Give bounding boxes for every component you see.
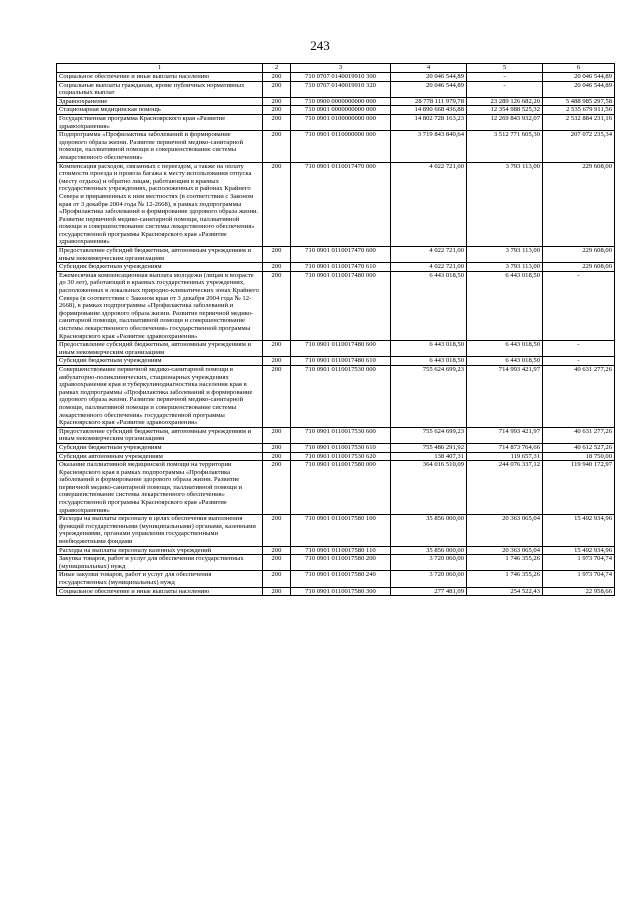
row-admin-code-cell: 200 (263, 555, 291, 571)
row-amount-executed-cell: 3 512 771 605,30 (467, 131, 543, 162)
row-name-cell: Субсидии бюджетным учреждениям (57, 443, 263, 452)
table-row (57, 263, 615, 272)
row-classification-code-cell: 710 0900 0000000000 000 (291, 97, 391, 106)
row-amount-total-cell: 6 443 018,50 (391, 271, 467, 340)
table-row (57, 247, 615, 263)
table-row (57, 571, 615, 587)
row-classification-code-cell: 710 0901 0110017530 000 (291, 365, 391, 427)
row-amount-remaining-cell: 40 631 277,26 (543, 427, 615, 443)
table-row (57, 106, 615, 115)
row-amount-executed-cell: 12 269 843 932,07 (467, 114, 543, 130)
row-admin-code-cell: 200 (263, 81, 291, 97)
row-amount-total-cell: 14 802 728 163,23 (391, 114, 467, 130)
row-amount-remaining-cell: 20 046 544,89 (543, 81, 615, 97)
row-classification-code-cell: 710 0901 0110017530 620 (291, 452, 391, 461)
row-amount-remaining-cell: 119 940 172,97 (543, 461, 615, 515)
table-row (57, 587, 615, 596)
row-amount-remaining-cell: 40 631 277,26 (543, 365, 615, 427)
row-name-cell: Стационарная медицинская помощь (57, 106, 263, 115)
table-row (57, 81, 615, 97)
row-amount-remaining-cell: 229 608,00 (543, 263, 615, 272)
row-admin-code-cell: 200 (263, 587, 291, 596)
table-row (57, 357, 615, 366)
row-admin-code-cell: 200 (263, 247, 291, 263)
row-admin-code-cell: 200 (263, 114, 291, 130)
row-amount-executed-cell: 244 076 337,12 (467, 461, 543, 515)
row-admin-code-cell: 200 (263, 263, 291, 272)
row-amount-total-cell: 3 720 060,00 (391, 555, 467, 571)
row-amount-total-cell: 364 016 510,09 (391, 461, 467, 515)
row-name-cell: Иные закупки товаров, работ и услуг для обеспечения государственных (муниципальных) нужд (57, 571, 263, 587)
table-row (57, 162, 615, 247)
row-amount-remaining-cell: - (543, 357, 615, 366)
row-amount-total-cell: 35 856 000,00 (391, 546, 467, 555)
row-amount-executed-cell: 3 793 113,00 (467, 162, 543, 247)
row-classification-code-cell: 710 0901 0110017470 600 (291, 247, 391, 263)
table-row (57, 427, 615, 443)
row-amount-total-cell: 4 022 721,00 (391, 263, 467, 272)
row-admin-code-cell: 200 (263, 427, 291, 443)
table-row (57, 114, 615, 130)
row-admin-code-cell: 200 (263, 365, 291, 427)
column-header: 4 (391, 64, 467, 73)
row-classification-code-cell: 710 0901 0110017530 600 (291, 427, 391, 443)
row-admin-code-cell: 200 (263, 271, 291, 340)
row-admin-code-cell: 200 (263, 97, 291, 106)
row-amount-remaining-cell: 1 973 704,74 (543, 555, 615, 571)
table-row (57, 341, 615, 357)
row-name-cell: Подпрограмма «Профилактика заболеваний и формирование здорового образа жизни. Развитие первичной медико-санитарной помощи, паллиативной помощи и совершенствование системы лекарственного обеспечения» (57, 131, 263, 162)
row-amount-total-cell: 3 719 843 840,64 (391, 131, 467, 162)
row-name-cell: Предоставление субсидий бюджетным, автономным учреждениям и иным некоммерческим организациям (57, 427, 263, 443)
row-name-cell: Расходы на выплаты персоналу в целях обеспечения выполнения функций государственными (муниципальными) органами, казенными учреждениями, органами управления государственными внебюджетными фондами (57, 515, 263, 546)
row-classification-code-cell: 710 0901 0110017530 610 (291, 443, 391, 452)
row-amount-executed-cell: 20 363 065,04 (467, 515, 543, 546)
row-amount-remaining-cell: 5 488 985 297,58 (543, 97, 615, 106)
row-amount-executed-cell: 12 354 988 525,32 (467, 106, 543, 115)
row-amount-remaining-cell: 229 608,00 (543, 247, 615, 263)
row-amount-total-cell: 277 481,09 (391, 587, 467, 596)
row-amount-total-cell: 4 022 721,00 (391, 247, 467, 263)
row-amount-total-cell: 755 624 699,23 (391, 427, 467, 443)
row-classification-code-cell: 710 0901 0110017580 110 (291, 546, 391, 555)
row-amount-executed-cell: 254 522,43 (467, 587, 543, 596)
row-admin-code-cell: 200 (263, 357, 291, 366)
row-admin-code-cell: 200 (263, 443, 291, 452)
row-amount-executed-cell: 23 289 126 682,20 (467, 97, 543, 106)
row-amount-total-cell: 138 407,31 (391, 452, 467, 461)
row-amount-remaining-cell: 207 072 235,34 (543, 131, 615, 162)
table-row (57, 365, 615, 427)
row-amount-executed-cell: 714 993 421,97 (467, 365, 543, 427)
row-amount-executed-cell: 1 746 355,26 (467, 571, 543, 587)
table-header-row (57, 64, 615, 73)
row-classification-code-cell: 710 0901 0110017480 600 (291, 341, 391, 357)
row-amount-total-cell: 4 022 721,00 (391, 162, 467, 247)
row-admin-code-cell: 200 (263, 106, 291, 115)
row-amount-total-cell: 20 046 544,89 (391, 81, 467, 97)
table-row (57, 73, 615, 82)
table-row (57, 97, 615, 106)
row-amount-executed-cell: 3 793 113,00 (467, 263, 543, 272)
row-amount-total-cell: 755 486 291,92 (391, 443, 467, 452)
table-body (57, 73, 615, 596)
row-name-cell: Компенсация расходов, связанных с переездом, а также на оплату стоимости проезда и провоза багажа к месту использования отпуска (месту отдыха) и обратно лицам, работающим в краевых государственных учреждениях, расположенных в районах Крайнего Севера и приравненных к ним местностях (в соответствии с Законом края от 3 декабря 2004 года № 12-2668), в рамках подпрограммы «Профилактика заболеваний и формирование здорового образа жизни. Развитие первичной медико-санитарной помощи, паллиативной помощи и совершенствование системы лекарственного обеспечения» государственной программы Красноярского края «Развитие здравоохранения» (57, 162, 263, 247)
row-classification-code-cell: 710 0901 0000000000 000 (291, 106, 391, 115)
row-admin-code-cell: 200 (263, 73, 291, 82)
page-number: 243 (310, 38, 330, 53)
table-row (57, 461, 615, 515)
row-amount-total-cell: 20 046 544,89 (391, 73, 467, 82)
row-classification-code-cell: 710 0901 0110017480 610 (291, 357, 391, 366)
row-admin-code-cell: 200 (263, 341, 291, 357)
row-amount-remaining-cell: 15 492 934,96 (543, 546, 615, 555)
row-name-cell: Субсидии бюджетным учреждениям (57, 263, 263, 272)
row-amount-remaining-cell: 2 532 884 231,16 (543, 114, 615, 130)
row-amount-remaining-cell: - (543, 341, 615, 357)
table-row (57, 131, 615, 162)
row-classification-code-cell: 710 0707 0140019910 320 (291, 81, 391, 97)
row-amount-remaining-cell: 18 750,00 (543, 452, 615, 461)
row-amount-remaining-cell: - (543, 271, 615, 340)
row-name-cell: Государственная программа Красноярского края «Развитие здравоохранения» (57, 114, 263, 130)
row-admin-code-cell: 200 (263, 452, 291, 461)
row-amount-total-cell: 14 890 668 436,88 (391, 106, 467, 115)
row-classification-code-cell: 710 0901 0110017580 000 (291, 461, 391, 515)
row-amount-executed-cell: 20 363 065,04 (467, 546, 543, 555)
table-row (57, 271, 615, 340)
row-name-cell: Расходы на выплаты персоналу казенных учреждений (57, 546, 263, 555)
table-row (57, 515, 615, 546)
row-amount-executed-cell: 3 793 113,00 (467, 247, 543, 263)
row-amount-executed-cell: 6 443 018,50 (467, 271, 543, 340)
row-classification-code-cell: 710 0901 0110017580 200 (291, 555, 391, 571)
row-amount-executed-cell: 6 443 018,50 (467, 357, 543, 366)
row-amount-total-cell: 6 443 018,50 (391, 357, 467, 366)
row-name-cell: Социальное обеспечение и иные выплаты населению (57, 73, 263, 82)
row-admin-code-cell: 200 (263, 546, 291, 555)
row-amount-remaining-cell: 229 608,00 (543, 162, 615, 247)
row-classification-code-cell: 710 0901 0100000000 000 (291, 114, 391, 130)
table-row (57, 546, 615, 555)
row-amount-remaining-cell: 22 958,66 (543, 587, 615, 596)
table-row (57, 555, 615, 571)
row-amount-total-cell: 28 778 111 979,78 (391, 97, 467, 106)
row-classification-code-cell: 710 0707 0140019910 300 (291, 73, 391, 82)
row-amount-remaining-cell: 40 612 527,26 (543, 443, 615, 452)
row-amount-executed-cell: 714 873 764,66 (467, 443, 543, 452)
row-name-cell: Закупка товаров, работ и услуг для обеспечения государственных (муниципальных) нужд (57, 555, 263, 571)
row-classification-code-cell: 710 0901 0110017580 240 (291, 571, 391, 587)
row-name-cell: Оказание паллиативной медицинской помощи на территории Красноярского края в рамках подпрограммы «Профилактика заболеваний и формирование здорового образа жизни. Развитие первичной медико-санитарной помощи, паллиативной помощи и совершенствование системы лекарственного обеспечения» государственной программы Красноярского края «Развитие здравоохранения» (57, 461, 263, 515)
table-row (57, 443, 615, 452)
row-name-cell: Предоставление субсидий бюджетным, автономным учреждениям и иным некоммерческим организациям (57, 341, 263, 357)
row-name-cell: Субсидии автономным учреждениям (57, 452, 263, 461)
row-amount-total-cell: 35 856 000,00 (391, 515, 467, 546)
row-amount-remaining-cell: 1 973 704,74 (543, 571, 615, 587)
row-amount-total-cell: 3 720 060,00 (391, 571, 467, 587)
row-name-cell: Здравоохранение (57, 97, 263, 106)
row-amount-executed-cell: - (467, 81, 543, 97)
row-admin-code-cell: 200 (263, 162, 291, 247)
row-classification-code-cell: 710 0901 0110017580 300 (291, 587, 391, 596)
budget-table (56, 63, 615, 596)
table-row (57, 452, 615, 461)
row-amount-total-cell: 755 624 699,23 (391, 365, 467, 427)
row-admin-code-cell: 200 (263, 515, 291, 546)
column-header: 5 (467, 64, 543, 73)
row-name-cell: Социальное обеспечение и иные выплаты населению (57, 587, 263, 596)
row-name-cell: Субсидии бюджетным учреждениям (57, 357, 263, 366)
row-amount-executed-cell: - (467, 73, 543, 82)
row-amount-remaining-cell: 15 492 934,96 (543, 515, 615, 546)
column-header: 2 (263, 64, 291, 73)
row-amount-executed-cell: 714 993 421,97 (467, 427, 543, 443)
row-classification-code-cell: 710 0901 0110017470 610 (291, 263, 391, 272)
row-name-cell: Социальные выплаты гражданам, кроме публичных нормативных социальных выплат (57, 81, 263, 97)
row-admin-code-cell: 200 (263, 461, 291, 515)
row-name-cell: Совершенствование первичной медико-санитарной помощи в амбулаторно-поликлинических, стационарных учреждениях здравоохранения края и туберкулинодиагностика населения края в рамках подпрограммы «Профилактика заболеваний и формирование здорового образа жизни. Развитие первичной медико-санитарной помощи, паллиативной помощи и совершенствование системы лекарственного обеспечения» государственной программы Красноярского края «Развитие здравоохранения» (57, 365, 263, 427)
row-name-cell: Предоставление субсидий бюджетным, автономным учреждениям и иным некоммерческим организациям (57, 247, 263, 263)
row-amount-executed-cell: 1 746 355,26 (467, 555, 543, 571)
row-amount-total-cell: 6 443 018,50 (391, 341, 467, 357)
row-classification-code-cell: 710 0901 0110017470 000 (291, 162, 391, 247)
row-amount-remaining-cell: 20 046 544,89 (543, 73, 615, 82)
row-admin-code-cell: 200 (263, 131, 291, 162)
column-header: 3 (291, 64, 391, 73)
row-classification-code-cell: 710 0901 0110017580 100 (291, 515, 391, 546)
column-header: 6 (543, 64, 615, 73)
row-amount-executed-cell: 119 657,31 (467, 452, 543, 461)
row-classification-code-cell: 710 0901 0110000000 000 (291, 131, 391, 162)
column-header: 1 (57, 64, 263, 73)
row-admin-code-cell: 200 (263, 571, 291, 587)
row-name-cell: Ежемесячная компенсационная выплата молодежи (лицам в возрасте до 30 лет), работающей в краевых государственных учреждениях, расположенных в локальных природно-климатических зонах Крайнего Севера (в соответствии с Законом края от 3 декабря 2004 года № 12-2668), в рамках подпрограммы «Профилактика заболеваний и формирование здорового образа жизни. Развитие первичной медико-санитарной помощи, паллиативной помощи и совершенствование системы лекарственного обеспечения» государственной программы Красноярского края «Развитие здравоохранения» (57, 271, 263, 340)
row-amount-executed-cell: 6 443 018,50 (467, 341, 543, 357)
row-classification-code-cell: 710 0901 0110017480 000 (291, 271, 391, 340)
row-amount-remaining-cell: 2 535 679 911,56 (543, 106, 615, 115)
